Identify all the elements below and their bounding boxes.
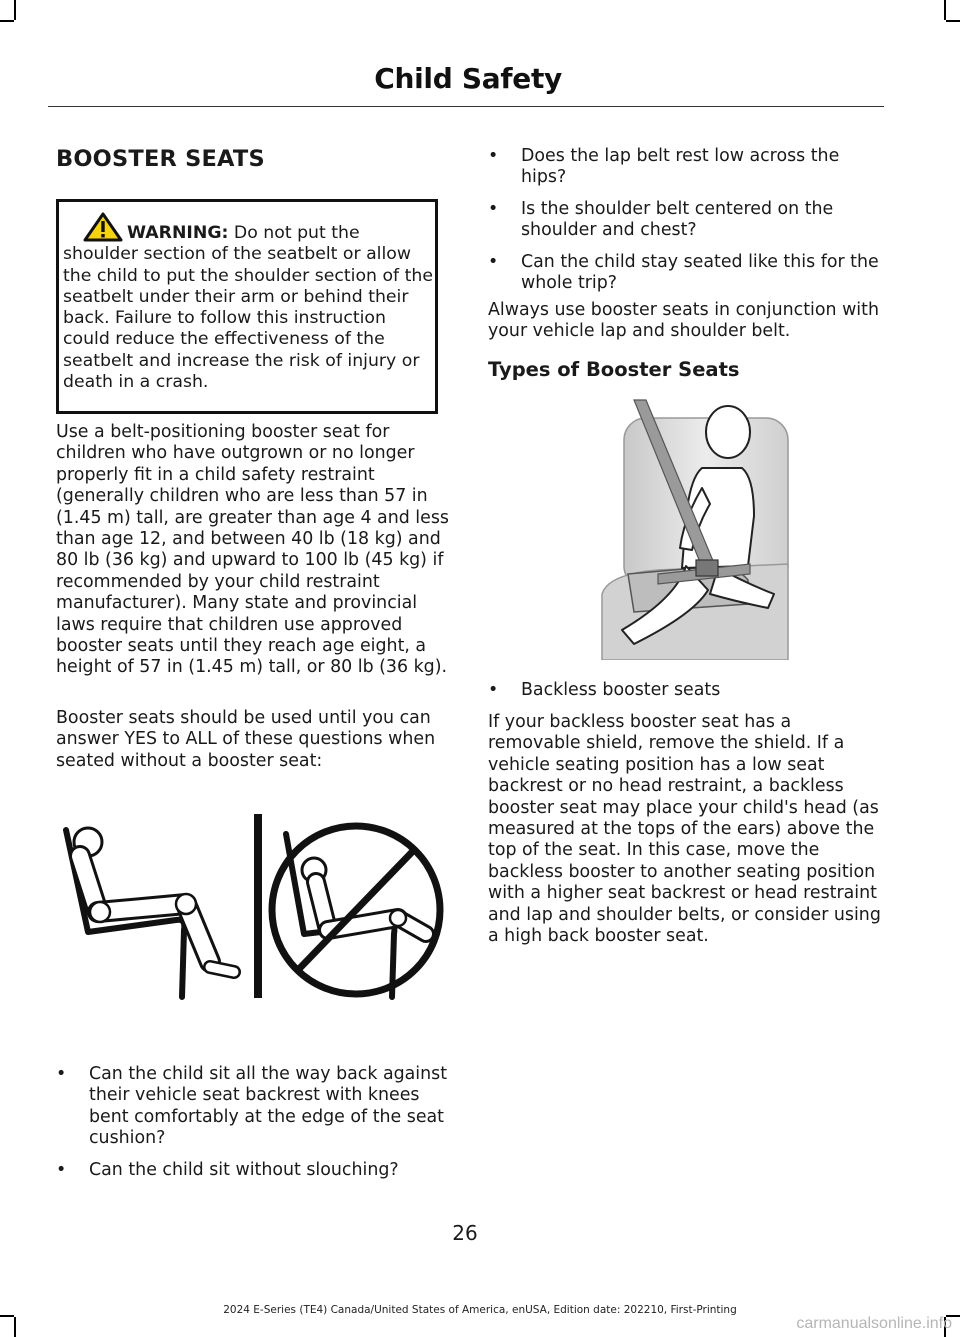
bullet-marker: • — [488, 680, 499, 700]
list-item-text: Does the lap belt rest low across the hips? — [521, 146, 840, 188]
list-item-text: Can the child sit without slouching? — [89, 1159, 399, 1180]
backless-booster-illustration — [598, 398, 794, 660]
booster-type-list — [488, 680, 882, 711]
seating-posture-illustration — [58, 812, 448, 1002]
crop-mark — [14, 1317, 16, 1337]
correct-posture-figure — [66, 828, 234, 997]
page-footer: 2024 E-Series (TE4) Canada/United States of America, enUSA, Edition date: 202210, First-Printing — [223, 1304, 737, 1316]
paragraph-yes-questions: Booster seats should be used until you can answer YES to ALL of these questions when seated without a booster seat: — [56, 708, 436, 771]
list-item — [488, 680, 882, 701]
warning-label: WARNING: — [127, 223, 229, 243]
figure-divider — [254, 814, 262, 998]
warning-text: Do not put the shoulder section of the seatbelt or allow the child to put the shoulder section of the seatbelt under their arm or behind their back. Failure to follow this instruction could reduce the effectiveness of the seatbelt and increase the risk of injury or death in a crash. — [63, 223, 433, 393]
crop-mark — [946, 20, 960, 22]
list-item-text: Can the child sit all the way back against their vehicle seat backrest with knees bent comfortably at the edge of the seat cushion? — [89, 1064, 448, 1149]
warning-triangle-icon — [83, 212, 123, 242]
question-list-left — [56, 1064, 450, 1191]
crop-mark — [0, 20, 14, 22]
list-item — [488, 146, 882, 189]
header-divider — [48, 106, 884, 107]
watermark: carmanualsonline.info — [796, 1315, 952, 1332]
list-item-text: Backless booster seats — [521, 680, 721, 700]
incorrect-posture-figure — [272, 826, 440, 997]
section-title: BOOSTER SEATS — [56, 146, 265, 172]
bullet-marker: • — [488, 146, 499, 166]
question-list-right — [488, 146, 882, 304]
bullet-marker: • — [488, 251, 499, 272]
list-item — [488, 199, 882, 242]
paragraph-always-use: Always use booster seats in conjunction with your vehicle lap and shoulder belt. — [488, 300, 879, 342]
crop-mark — [944, 0, 946, 20]
bullet-marker: • — [56, 1064, 67, 1084]
paragraph-backless-guidance: If your backless booster seat has a removable shield, remove the shield. If a vehicle seating position has a low seat backrest or no head restraint, a backless booster seat may place your child's head (as measured at the tops of the ears) above the top of the seat. In this case, move the backless booster to another seating position with a higher seat backrest or head restraint and lap and shoulder belts, or consider using a high back booster seat. — [488, 712, 881, 947]
bullet-marker: • — [488, 198, 499, 219]
bullet-marker: • — [56, 1159, 67, 1180]
crop-mark — [14, 0, 16, 20]
list-item-text: Is the shoulder belt centered on the shoulder and chest? — [521, 198, 834, 241]
list-item — [56, 1064, 450, 1150]
list-item — [488, 252, 882, 295]
paragraph-booster-usage: Use a belt-positioning booster seat for children who have outgrown or no longer properly fit in a child safety restraint (generally children who are less than 57 in (1.45 m) tall, are greater than age 4 and less than age 12, and between 40 lb (18 kg) and 80 lb (36 kg) and upward to 100 lb (45 kg) if recommended by your child restraint manufacturer). Many state and provincial laws require that children use approved booster seats until they reach age eight, a height of 57 in (1.45 m) tall, or 80 lb (36 kg). — [56, 422, 449, 678]
page-header-title: Child Safety — [374, 62, 562, 95]
subheading-types: Types of Booster Seats — [488, 358, 740, 381]
warning-box — [56, 199, 438, 414]
warning-paragraph — [63, 212, 435, 393]
page-number: 26 — [452, 1221, 478, 1245]
list-item — [56, 1160, 450, 1181]
list-item-text: Can the child stay seated like this for the whole trip? — [521, 251, 879, 294]
